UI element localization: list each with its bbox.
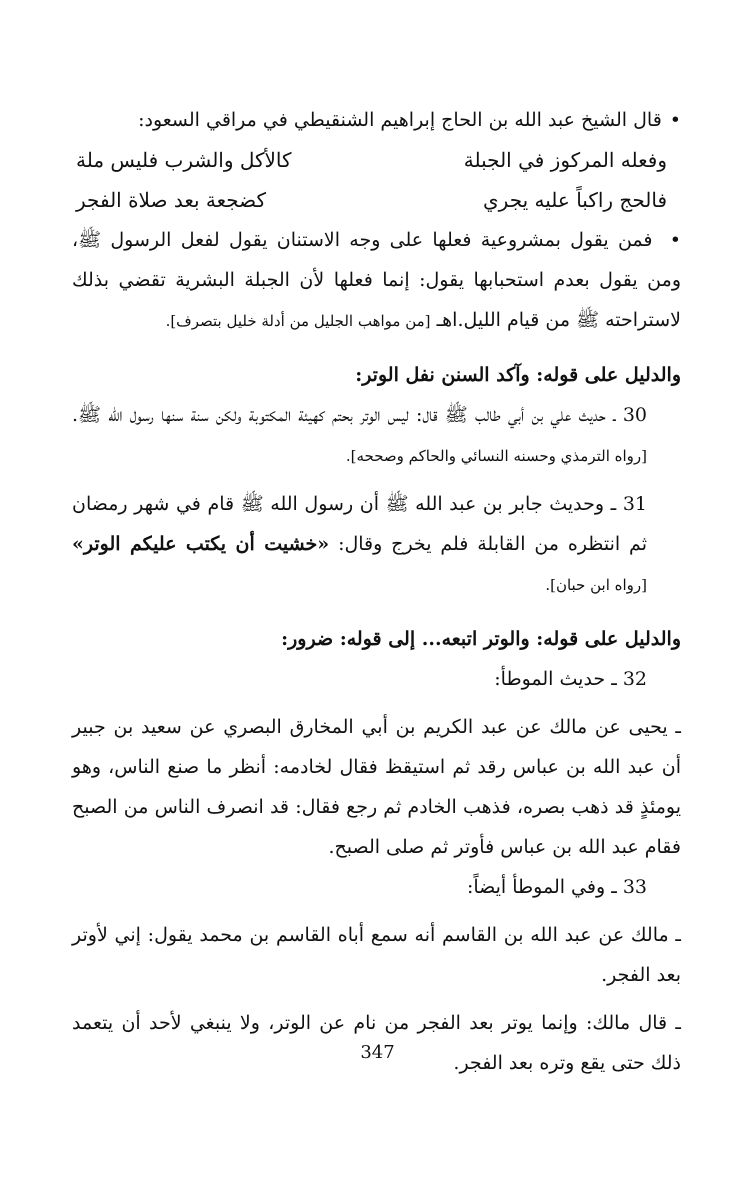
page-number: 347 [360, 1042, 395, 1063]
verse-2-right: فالحج راكباً عليه يجري [483, 188, 667, 212]
hadith-31-text: 31 ـ وحديث جابر بن عبد الله ﷺ أن رسول الله ﷺ قام في شهر رمضان ثم انتظره من القابلة فلم يخرج وقال: [72, 493, 647, 555]
malik-statement: ـ قال مالك: وإنما يوتر بعد الفجر من نام عن الوتر، ولا ينبغي لأحد أن يتعمد ذلك حتى يقع وتره بعد الفجر. [72, 1012, 681, 1074]
section-heading-1: والدليل على قوله: وآكد السنن نفل الوتر: [355, 364, 681, 386]
hadith-30-text: 30 ـ حديث علي بن أبي طالب ﷺ قال: ليس الوتر بحتم كهيئة المكتوبة ولكن سنة سنها رسول الله ﷺ. [72, 404, 647, 426]
hadith-30 [72, 395, 681, 476]
section-heading-2: والدليل على قوله: والوتر اتبعه... إلى قوله: ضرور: [281, 628, 681, 650]
verse-2-left: كضجعة بعد صلاة الفجر [76, 188, 267, 212]
verse-2 [72, 180, 681, 220]
paragraph-1-reference: [من مواهب الجليل من أدلة خليل بتصرف]. [165, 312, 431, 330]
intro-line: • قال الشيخ عبد الله بن الحاج إبراهيم الشنقيطي في مراقي السعود: [72, 100, 681, 140]
verse-1 [72, 140, 681, 180]
hadith-31-reference: [رواه ابن حبان]. [545, 576, 647, 594]
hadith-33-label: 33 ـ وفي الموطأ أيضاً: [466, 876, 647, 898]
hadith-32-text: ـ يحيى عن مالك عن عبد الكريم بن أبي المخارق البصري عن سعيد بن جبير أن عبد الله بن عباس رقد ثم استيقظ فقال لخادمه: أنظر ما صنع الناس، وهو يومئذٍ قد ذهب بصره، فذهب الخادم ثم رجع فقال: قد انصرف الناس من الصبح فقام عبد الله بن عباس فأوتر ثم صلى الصبح. [72, 716, 681, 858]
verse-1-right: وفعله المركوز في الجبلة [463, 148, 667, 172]
paragraph-1 [72, 220, 681, 341]
hadith-31 [72, 484, 681, 605]
hadith-33-text: ـ مالك عن عبد الله بن القاسم أنه سمع أباه القاسم بن محمد يقول: إني لأوتر بعد الفجر. [72, 924, 681, 986]
verse-1-left: كالأكل والشرب فليس ملة [76, 148, 292, 172]
hadith-31-quote: «خشيت أن يكتب عليكم الوتر» [72, 533, 330, 555]
hadith-30-reference: [رواه الترمذي وحسنه النسائي والحاكم وصححه]. [345, 447, 647, 465]
paragraph-1-text: فمن يقول بمشروعية فعلها على وجه الاستنان يقول لفعل الرسول ﷺ، ومن يقول بعدم استحبابها يقول: إنما فعلها لأن الجبلة البشرية تقضي بذلك لاستراحته ﷺ من قيام الليل.اهـ [72, 229, 681, 331]
hadith-32-label: 32 ـ حديث الموطأ: [494, 668, 647, 690]
